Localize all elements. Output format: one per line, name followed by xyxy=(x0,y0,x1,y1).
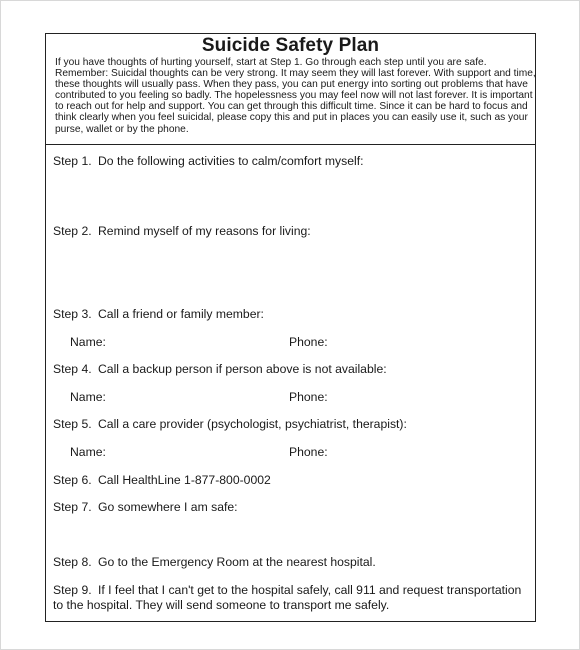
step-number: Step 5. xyxy=(53,417,92,431)
step-number: Step 9. xyxy=(53,583,92,597)
step-text: Remind myself of my reasons for living: xyxy=(98,224,311,238)
step-text: Call a backup person if person above is not available: xyxy=(98,362,387,376)
step-number: Step 7. xyxy=(53,500,92,514)
step-number: Step 2. xyxy=(53,224,92,238)
step-1 xyxy=(53,154,364,168)
name-label: Name: xyxy=(70,390,106,404)
intro-line: to reach out for help and support. You can get through this difficult time. Since it can be hard to focus and xyxy=(55,101,528,113)
step-text: Do the following activities to calm/comfort myself: xyxy=(98,154,364,168)
step-number: Step 6. xyxy=(53,473,92,487)
step-8 xyxy=(53,555,376,569)
step-text: Go to the Emergency Room at the nearest hospital. xyxy=(98,555,376,569)
intro-line: Remember: Suicidal thoughts can be very strong. It may seem they will last forever. With support and time, xyxy=(55,68,536,80)
step-number: Step 8. xyxy=(53,555,92,569)
step-text: If I feel that I can't get to the hospital safely, call 911 and request transportation xyxy=(98,583,522,597)
intro-line: these thoughts will usually pass. When they pass, you can put energy into sorting out problems that have xyxy=(55,79,528,91)
step-7 xyxy=(53,500,238,514)
step-text: Call HealthLine 1-877-800-0002 xyxy=(98,473,271,487)
step-number: Step 4. xyxy=(53,362,92,376)
page-title: Suicide Safety Plan xyxy=(201,35,380,56)
phone-label: Phone: xyxy=(289,390,328,404)
name-label: Name: xyxy=(70,445,106,459)
intro-line: think clearly when you feel suicidal, please copy this and put in places you can easily use it, such as your xyxy=(55,112,528,124)
step-text: Call a friend or family member: xyxy=(98,307,264,321)
header-box xyxy=(46,34,535,145)
step-text: Call a care provider (psychologist, psychiatrist, therapist): xyxy=(98,417,407,431)
intro-line: contributed to you feeling so badly. The hopelessness you may feel now will not last forever. It is important xyxy=(55,90,533,102)
step-3 xyxy=(53,307,264,321)
phone-label: Phone: xyxy=(289,445,328,459)
step-2 xyxy=(53,224,311,238)
safety-plan-form xyxy=(45,33,536,622)
step-number: Step 3. xyxy=(53,307,92,321)
step-6 xyxy=(53,473,271,487)
step-number: Step 1. xyxy=(53,154,92,168)
step-5 xyxy=(53,417,407,431)
step-9 xyxy=(53,583,521,597)
step-text: Go somewhere I am safe: xyxy=(98,500,238,514)
phone-label: Phone: xyxy=(289,335,328,349)
name-label: Name: xyxy=(70,335,106,349)
intro-line: purse, wallet or by the phone. xyxy=(55,123,189,135)
step-4 xyxy=(53,362,387,376)
intro-paragraph xyxy=(55,57,536,135)
intro-line: If you have thoughts of hurting yourself, start at Step 1. Go through each step until you are safe. xyxy=(55,57,487,68)
step-9-continuation: to the hospital. They will send someone to transport me safely. xyxy=(53,598,390,612)
